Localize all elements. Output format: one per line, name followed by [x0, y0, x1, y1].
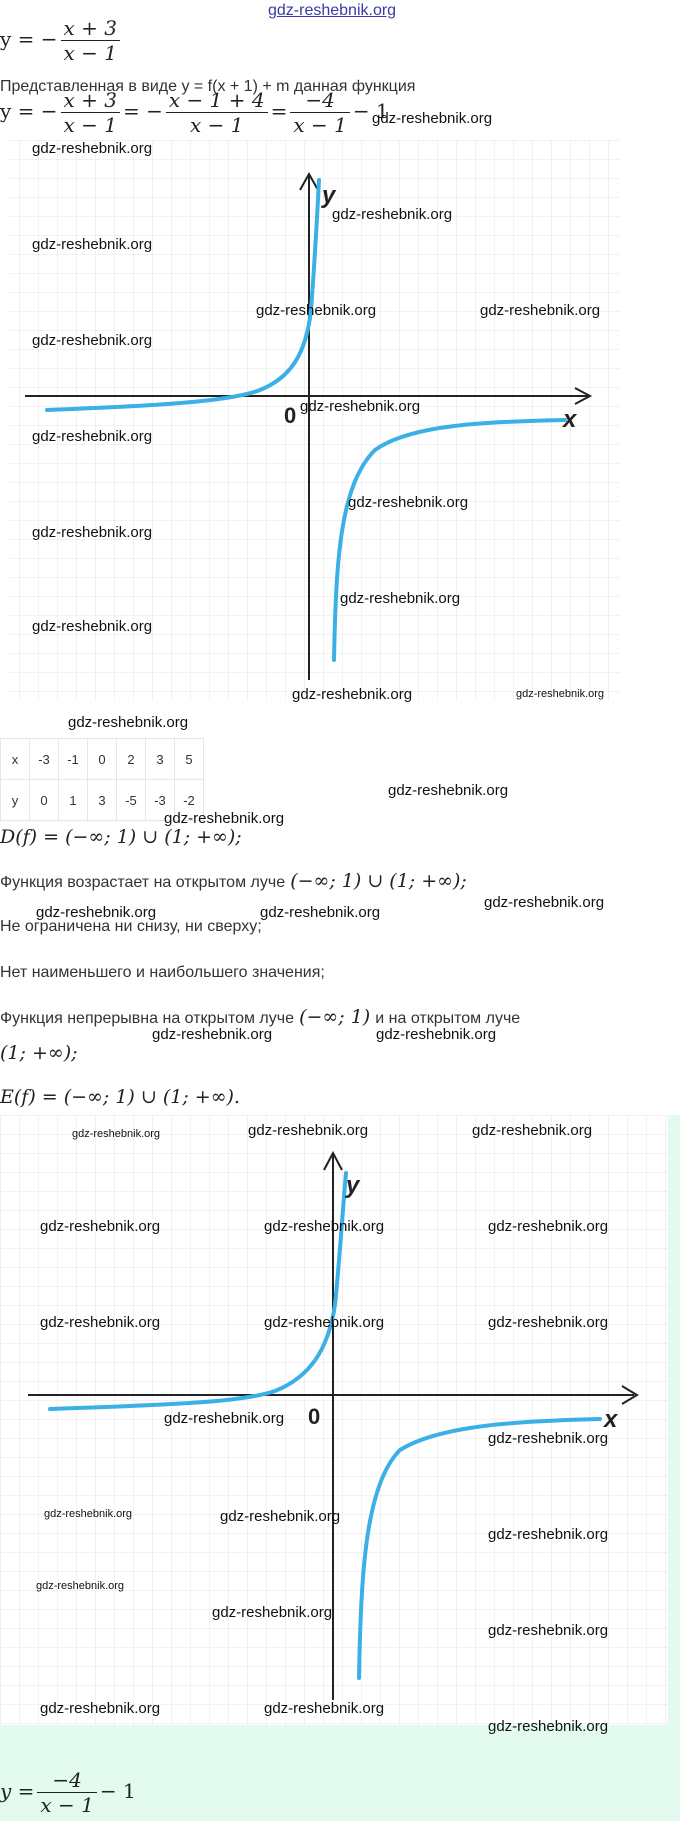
watermark: gdz-reshebnik.org	[264, 1700, 385, 1717]
formula-part: =	[270, 99, 288, 123]
increasing-text: Функция возрастает на открытом луче	[0, 874, 286, 891]
watermark: gdz-reshebnik.org	[488, 1622, 609, 1639]
x-axis-label: x	[604, 1406, 618, 1433]
watermark: gdz-reshebnik.org	[36, 904, 157, 921]
continuous-math-b: (1; +∞);	[0, 1042, 78, 1064]
watermark: gdz-reshebnik.org	[36, 1580, 125, 1592]
watermark: gdz-reshebnik.org	[348, 494, 469, 511]
table-header-y: y	[1, 780, 30, 821]
value-table	[0, 738, 204, 821]
watermark: gdz-reshebnik.org	[332, 206, 453, 223]
fraction-numerator: x + 3	[61, 88, 120, 113]
watermark: gdz-reshebnik.org	[488, 1526, 609, 1543]
fraction-numerator: x + 3	[61, 16, 120, 41]
range-line: E(f) = (−∞; 1) ∪ (1; +∞).	[0, 1086, 240, 1108]
table-row-x	[1, 739, 204, 780]
watermark: gdz-reshebnik.org	[516, 688, 605, 700]
extrema-text: Нет наименьшего и наибольшего значения;	[0, 964, 325, 981]
continuous-text-b: и на открытом луче	[375, 1010, 521, 1027]
watermark: gdz-reshebnik.org	[256, 302, 377, 319]
table-cell: -3	[30, 739, 59, 780]
y-axis-label: y	[346, 1172, 360, 1199]
watermark: gdz-reshebnik.org	[248, 1122, 369, 1139]
watermark: gdz-reshebnik.org	[372, 110, 493, 127]
watermark: gdz-reshebnik.org	[32, 618, 153, 635]
fraction	[37, 1768, 96, 1817]
table-cell: 2	[117, 739, 146, 780]
watermark: gdz-reshebnik.org	[220, 1508, 341, 1525]
watermark: gdz-reshebnik.org	[32, 524, 153, 541]
fraction	[61, 88, 120, 137]
watermark: gdz-reshebnik.org	[300, 398, 421, 415]
x-axis-label: x	[563, 406, 577, 433]
watermark: gdz-reshebnik.org	[32, 332, 153, 349]
fraction	[61, 16, 120, 65]
table-cell: -2	[175, 780, 204, 821]
continuous-math-a: (−∞; 1)	[299, 1006, 371, 1028]
watermark: gdz-reshebnik.org	[264, 1314, 385, 1331]
table-cell: 0	[30, 780, 59, 821]
domain-line: D(f) = (−∞; 1) ∪ (1; +∞);	[0, 826, 242, 848]
watermark: gdz-reshebnik.org	[32, 428, 153, 445]
watermark: gdz-reshebnik.org	[472, 1122, 593, 1139]
header-site-link[interactable]: gdz-reshebnik.org	[268, 2, 397, 19]
watermark: gdz-reshebnik.org	[388, 782, 509, 799]
fraction-numerator: −4	[290, 88, 349, 113]
table-cell: 0	[88, 739, 117, 780]
bounded-text: Не ограничена ни снизу, ни сверху;	[0, 918, 262, 935]
watermark: gdz-reshebnik.org	[164, 1410, 285, 1427]
formula-transformed	[0, 88, 389, 137]
table-cell: -1	[59, 739, 88, 780]
watermark: gdz-reshebnik.org	[68, 714, 189, 731]
formula-final	[0, 1768, 136, 1817]
increasing-line	[0, 870, 467, 892]
watermark: gdz-reshebnik.org	[376, 1026, 497, 1043]
watermark: gdz-reshebnik.org	[488, 1430, 609, 1447]
formula-rhs: − 1	[99, 1779, 136, 1803]
fraction-numerator: −4	[37, 1768, 96, 1793]
watermark: gdz-reshebnik.org	[484, 894, 605, 911]
fraction-denominator: x − 1	[189, 113, 244, 137]
fraction-denominator: x − 1	[293, 113, 347, 137]
watermark: gdz-reshebnik.org	[480, 302, 601, 319]
watermark: gdz-reshebnik.org	[292, 686, 413, 703]
watermark: gdz-reshebnik.org	[72, 1128, 161, 1140]
watermark: gdz-reshebnik.org	[44, 1508, 133, 1520]
watermark: gdz-reshebnik.org	[40, 1314, 161, 1331]
table-cell: 1	[59, 780, 88, 821]
formula-part: y = −	[0, 99, 58, 123]
watermark: gdz-reshebnik.org	[152, 1026, 273, 1043]
table-cell: -3	[146, 780, 175, 821]
watermark: gdz-reshebnik.org	[40, 1218, 161, 1235]
table-header-x: x	[1, 739, 30, 780]
formula-lhs: y =	[0, 1779, 35, 1803]
function-graph-1	[0, 140, 630, 700]
fraction	[290, 88, 349, 137]
table-cell: -5	[117, 780, 146, 821]
watermark: gdz-reshebnik.org	[260, 904, 381, 921]
watermark: gdz-reshebnik.org	[164, 810, 285, 827]
table-cell: 3	[88, 780, 117, 821]
fraction-denominator: x − 1	[40, 1793, 94, 1817]
origin-label: 0	[308, 1404, 321, 1429]
intro-text: Представленная в виде y = f(x + 1) + m данная функция	[0, 78, 416, 95]
formula-original	[0, 16, 123, 65]
fraction-numerator: x − 1 + 4	[166, 88, 268, 113]
continuous-text-a: Функция непрерывна на открытом луче	[0, 1010, 294, 1027]
formula-lhs: y = −	[0, 27, 58, 51]
formula-part: = −	[123, 99, 163, 123]
fraction-denominator: x − 1	[63, 41, 118, 65]
watermark: gdz-reshebnik.org	[488, 1314, 609, 1331]
watermark: gdz-reshebnik.org	[32, 236, 153, 253]
watermark: gdz-reshebnik.org	[40, 1700, 161, 1717]
watermark: gdz-reshebnik.org	[264, 1218, 385, 1235]
watermark: gdz-reshebnik.org	[212, 1604, 333, 1621]
watermark: gdz-reshebnik.org	[32, 140, 153, 157]
fraction-denominator: x − 1	[63, 113, 118, 137]
watermark: gdz-reshebnik.org	[340, 590, 461, 607]
fraction	[166, 88, 268, 137]
continuous-line	[0, 1006, 520, 1028]
increasing-math: (−∞; 1) ∪ (1; +∞);	[290, 870, 467, 892]
formula-part: − 1	[352, 99, 389, 123]
table-cell: 5	[175, 739, 204, 780]
watermark: gdz-reshebnik.org	[488, 1218, 609, 1235]
watermark: gdz-reshebnik.org	[488, 1718, 609, 1735]
origin-label: 0	[284, 403, 297, 428]
table-cell: 3	[146, 739, 175, 780]
y-axis-label: y	[322, 182, 336, 209]
